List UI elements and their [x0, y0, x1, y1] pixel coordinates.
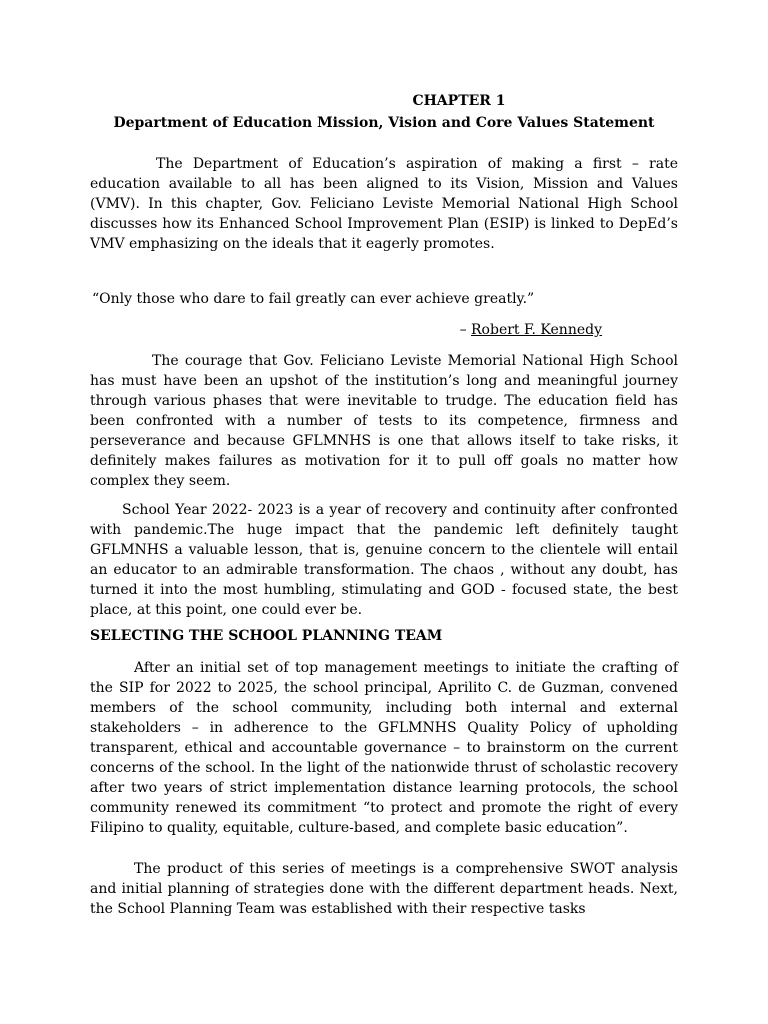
quote-text: “Only those who dare to fail greatly can ever achieve greatly.” — [92, 291, 535, 307]
planning-paragraph: After an initial set of top management meetings to initiate the crafting of the SIP for 2022 to 2025, the school principal, Aprilito C. de Guzman, convened members of the school community, including both internal and external stakeholders – in adherence to the GFLMNHS Quality Policy of upholding transparent, ethical and accountable governance – to brainstorm on the current concerns of the school. In the light of the nationwide thrust of scholastic recovery after two years of strict implementation distance learning protocols, the school community renewed its commitment “to protect and promote the right of every Filipino to quality, equitable, culture-based, and complete basic education”. — [90, 660, 678, 836]
section-heading: SELECTING THE SCHOOL PLANNING TEAM — [90, 628, 443, 644]
courage-paragraph: The courage that Gov. Feliciano Leviste Memorial National High School has must have been an upshot of the institution’s long and meaningful journey through various phases that were inevitable to trudge. The education field has been confronted with a number of tests to its competence, firmness and perseverance and because GFLMNHS is one that allows itself to take risks, it definitely makes failures as motivation for it to pull off goals no matter how complex they seem. — [90, 353, 678, 489]
quote-attribution — [460, 322, 602, 338]
chapter-title: Department of Education Mission, Vision and Core Values Statement — [113, 115, 655, 131]
school-year-paragraph: School Year 2022- 2023 is a year of recovery and continuity after confronted with pandemic.The huge impact that the pandemic left definitely taught GFLMNHS a valuable lesson, that is, genuine concern to the clientele will entail an educator to an admirable transformation. The chaos , without any doubt, has turned it into the most humbling, stimulating and GOD - focused state, the best place, at this point, one could ever be. — [90, 502, 678, 618]
intro-paragraph: The Department of Education’s aspiration of making a first – rate education available to all has been aligned to its Vision, Mission and Values (VMV). In this chapter, Gov. Feliciano Leviste Memorial National High School discusses how its Enhanced School Improvement Plan (ESIP) is linked to DepEd’s VMV emphasizing on the ideals that it eagerly promotes. — [90, 156, 678, 252]
chapter-label: CHAPTER 1 — [412, 93, 506, 109]
swot-paragraph: The product of this series of meetings is a comprehensive SWOT analysis and initial planning of strategies done with the different department heads. Next, the School Planning Team was established with their respective tasks — [90, 861, 678, 917]
quote-dash: – — [459, 322, 472, 338]
quote-author: Robert F. Kennedy — [471, 322, 602, 338]
